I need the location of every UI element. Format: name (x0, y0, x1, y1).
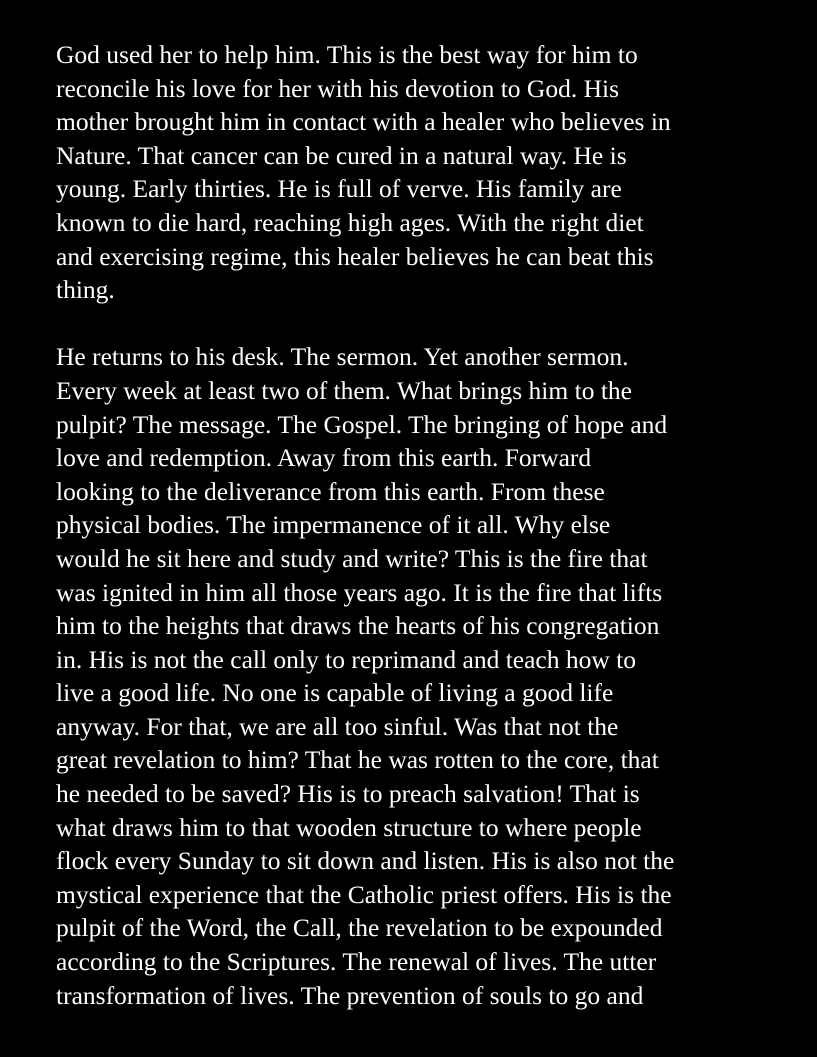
text-line: young. Early thirties. He is full of verve. His family are (56, 174, 622, 204)
paragraph-1 (56, 38, 796, 307)
text-line: physical bodies. The impermanence of it all. Why else (56, 510, 611, 540)
paragraph-spacer (56, 307, 796, 341)
text-line: Nature. That cancer can be cured in a natural way. He is (56, 140, 627, 170)
text-line: love and redemption. Away from this earth. Forward (56, 443, 592, 473)
text-line: reconcile his love for her with his devotion to God. His (56, 73, 620, 103)
text-line: what draws him to that wooden structure to where people (56, 812, 642, 842)
text-line: flock every Sunday to sit down and listen. His is also not the (56, 846, 675, 876)
text-line: in. His is not the call only to reprimand and teach how to (56, 644, 637, 674)
text-line: pulpit? The message. The Gospel. The bringing of hope and (56, 409, 668, 439)
text-line: according to the Scriptures. The renewal of lives. The utter (56, 947, 657, 977)
text-line: looking to the deliverance from this earth. From these (56, 476, 605, 506)
text-line: live a good life. No one is capable of living a good life (56, 678, 614, 708)
text-line: him to the heights that draws the hearts of his congregation (56, 611, 660, 641)
text-line: great revelation to him? That he was rotten to the core, that (56, 745, 659, 775)
text-line: Every week at least two of them. What brings him to the (56, 375, 632, 405)
text-line: and exercising regime, this healer believes he can beat this (56, 241, 654, 271)
text-line: known to die hard, reaching high ages. With the right diet (56, 207, 644, 237)
text-line: pulpit of the Word, the Call, the revelation to be expounded (56, 913, 663, 943)
text-line: thing. (56, 275, 115, 305)
text-line: mother brought him in contact with a healer who believes in (56, 107, 671, 137)
text-line: he needed to be saved? His is to preach salvation! That is (56, 779, 640, 809)
text-line: was ignited in him all those years ago. It is the fire that lifts (56, 577, 663, 607)
text-line: transformation of lives. The prevention of souls to go and (56, 980, 644, 1010)
text-line: anyway. For that, we are all too sinful. Was that not the (56, 711, 619, 741)
text-line: mystical experience that the Catholic priest offers. His is the (56, 879, 672, 909)
text-line: God used her to help him. This is the best way for him to (56, 40, 638, 69)
text-line: He returns to his desk. The sermon. Yet another sermon. (56, 342, 629, 372)
document-page (56, 38, 796, 1012)
text-line: would he sit here and study and write? This is the fire that (56, 543, 648, 573)
paragraph-2 (56, 340, 796, 1012)
